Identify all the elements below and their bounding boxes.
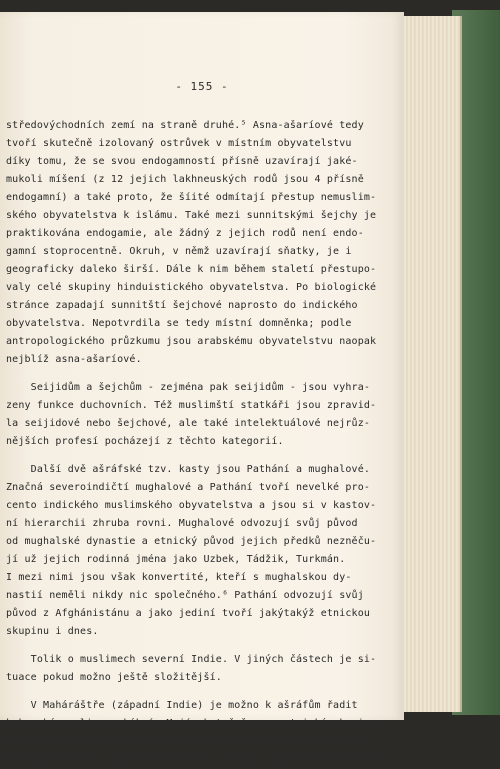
paragraph-gap [6, 641, 398, 651]
text-line: jí už jejich rodinná jména jako Uzbek, Tádžik, Turkmán. [6, 554, 346, 565]
text-line: nějších profesí pocházejí z těchto kategorií. [6, 436, 284, 447]
text-line: geograficky daleko širší. Dále k nim během staletí přestupo- [6, 264, 377, 275]
text-line: skupinu i dnes. [6, 626, 99, 637]
text-line: díky tomu, že se svou endogamností přísně uzavírají jaké- [6, 156, 358, 167]
page-body-text [6, 117, 398, 769]
page-number: - 155 - [175, 80, 229, 93]
text-line: a jejich předky byla skupina iráckých muslimů, kteří přišli [6, 736, 371, 747]
text-line: Značná severoindičtí mughalové a Pathání tvoří nevelké pro- [6, 482, 371, 493]
text-line: ského obyvatelstva k islámu. Také mezi sunnitskými šejchy je [6, 210, 377, 221]
text-line: tvoří skutečně izolovaný ostrůvek v místním obyvatelstvu [6, 138, 352, 149]
text-line: nejblíž asna-ašaríové. [6, 354, 142, 365]
text-line: tuace pokud možno ještě složitější. [6, 672, 222, 683]
text-line: ní hierarchii zhruba rovni. Mughalové odvozují svůj původ [6, 518, 358, 529]
text-line: středovýchodních zemí na straně druhé.⁵ Asna-ašaríové tedy [6, 120, 364, 131]
paragraph-gap [6, 369, 398, 379]
text-line: stránce zapadají sunnitští šejchové naprosto do indického [6, 300, 358, 311]
text-line: do Kókanu 714 a začali se ženit s dcerami místních rybářů. Ti [6, 754, 383, 765]
text-line: obyvatelstva. Nepotvrdila se tedy místní domněnka; podle [6, 318, 352, 329]
text-line: mukoli míšení (z 12 jejich lakhneuských rodů jsou 4 přísně [6, 174, 364, 185]
paragraph-gap [6, 687, 398, 697]
text-line: gamní stoprocentně. Okruh, v němž uzavírají sňatky, je i [6, 246, 352, 257]
text-line: I mezi nimi jsou však konvertité, kteří s mughalskou dy- [6, 572, 352, 583]
text-line: zeny funkce duchovních. Též muslimští statkáři jsou zpravid- [6, 400, 377, 411]
text-line: cento indického muslimského obyvatelstva a jsou si v kastov- [6, 500, 377, 511]
text-line: od mughalské dynastie a etnický původ jejich předků nezněču- [6, 536, 377, 547]
text-line: la seijidové nebo šejchové, ale také intelektuálové nejrůz- [6, 418, 371, 429]
text-line: endogamní) a také proto, že šíité odmítají přestup nemuslim- [6, 192, 377, 203]
text-line: nastií neměli nikdy nic společného.⁶ Pathání odvozují svůj [6, 590, 364, 601]
book-page-edges [396, 16, 462, 712]
text-line: Seijidům a šejchům - zejména pak seijidům - jsou vyhra- [6, 382, 371, 393]
paragraph-gap [6, 451, 398, 461]
text-line: Další dvě ašráfské tzv. kasty jsou Pathání a mughalové. [6, 464, 371, 475]
text-line: původ z Afghánistánu a jako jediní tvoří jakýtakýž etnickou [6, 608, 371, 619]
text-line: antropologického průzkumu jsou arabskému obyvatelstvu naopak [6, 336, 377, 347]
text-line: Tolik o muslimech severní Indie. V jiných částech je si- [6, 654, 377, 665]
text-line: praktikována endogamie, ale žádný z jejich rodů není endo- [6, 228, 364, 239]
text-line: V Maháráštře (západní Indie) je možno k ašráfům řadit [6, 700, 358, 711]
text-line: valy celé skupiny hinduistického obyvatelstva. Po biologické [6, 282, 377, 293]
book-page [0, 12, 404, 765]
text-line: kokanské muslimy - kókní. Mají skutečně rysy etnické skupiny [6, 718, 377, 729]
